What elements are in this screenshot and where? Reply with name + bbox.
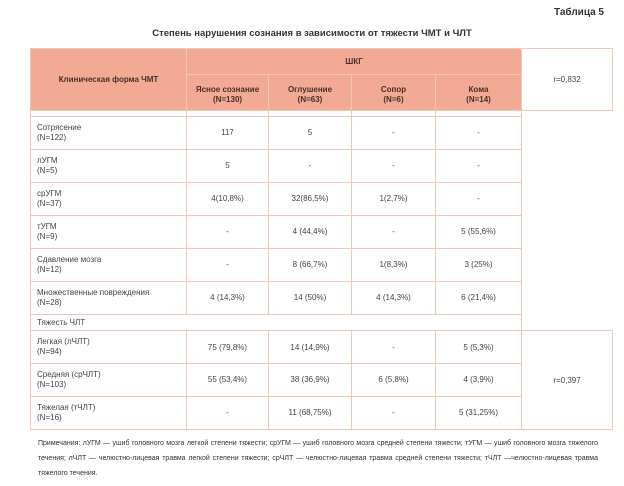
data-table bbox=[30, 48, 612, 430]
table-row bbox=[31, 182, 613, 215]
table-cell: - bbox=[352, 117, 436, 150]
header-col-coma: Кома (N=14) bbox=[436, 75, 522, 111]
table-cell: - bbox=[352, 396, 436, 429]
table-cell: 4 (14,3%) bbox=[352, 281, 436, 314]
table-number: Таблица 5 bbox=[553, 7, 604, 18]
table-cell: 1(2,7%) bbox=[352, 182, 436, 215]
table-cell: 5 bbox=[269, 117, 352, 150]
row-label: лУГМ (N=5) bbox=[31, 149, 187, 182]
table-cell: - bbox=[187, 215, 269, 248]
row-label: Тяжелая (тЧЛТ) (N=16) bbox=[31, 396, 187, 429]
table-cell: 8 (66,7%) bbox=[269, 248, 352, 281]
row-label: Множественные повреждения (N=28) bbox=[31, 281, 187, 314]
table-cell: - bbox=[436, 149, 522, 182]
table-cell: 14 (50%) bbox=[269, 281, 352, 314]
table-row bbox=[31, 248, 613, 281]
table-cell: 38 (36,9%) bbox=[269, 364, 352, 397]
r-value-group1: r=0,832 bbox=[522, 49, 613, 111]
table-cell: 5 (55,6%) bbox=[436, 215, 522, 248]
header-col-clear-consciousness: Ясное сознание (N=130) bbox=[187, 75, 269, 111]
table-cell: 5 (5,3%) bbox=[436, 331, 522, 364]
header-col-sopor: Сопор (N=6) bbox=[352, 75, 436, 111]
table-cell: 6 (5,8%) bbox=[352, 364, 436, 397]
row-label: тУГМ (N=9) bbox=[31, 215, 187, 248]
table-cell: 6 (21,4%) bbox=[436, 281, 522, 314]
table-cell: - bbox=[436, 117, 522, 150]
r-value-group2: r=0,397 bbox=[522, 331, 613, 430]
table-cell: - bbox=[352, 331, 436, 364]
table-row bbox=[31, 149, 613, 182]
table-row bbox=[31, 281, 613, 314]
table-cell: 4 (3,9%) bbox=[436, 364, 522, 397]
section-label: Тяжесть ЧЛТ bbox=[31, 314, 522, 330]
table-cell: 5 (31,25%) bbox=[436, 396, 522, 429]
table-cell: 14 (14,9%) bbox=[269, 331, 352, 364]
table-cell: 117 bbox=[187, 117, 269, 150]
row-label: Сотрясение (N=122) bbox=[31, 117, 187, 150]
table-cell: 55 (53,4%) bbox=[187, 364, 269, 397]
header-shkg: ШКГ bbox=[187, 49, 522, 75]
table-row bbox=[31, 215, 613, 248]
table-cell: 32(86,5%) bbox=[269, 182, 352, 215]
table-row bbox=[31, 117, 613, 150]
table-cell: 4 (44,4%) bbox=[269, 215, 352, 248]
table-cell: 4 (14,3%) bbox=[187, 281, 269, 314]
row-label: Средняя (срЧЛТ) (N=103) bbox=[31, 364, 187, 397]
table-cell: 11 (68,75%) bbox=[269, 396, 352, 429]
table-cell: - bbox=[352, 149, 436, 182]
section-row bbox=[31, 314, 613, 330]
table-cell: - bbox=[436, 182, 522, 215]
row-label: Сдавление мозга (N=12) bbox=[31, 248, 187, 281]
row-label: Легкая (лЧЛТ) (N=94) bbox=[31, 331, 187, 364]
header-col-stunning: Оглушение (N=63) bbox=[269, 75, 352, 111]
table-cell: 5 bbox=[187, 149, 269, 182]
table-title: Степень нарушения сознания в зависимости от тяжести ЧМТ и ЧЛТ bbox=[152, 28, 472, 39]
table-cell: 75 (79,8%) bbox=[187, 331, 269, 364]
table-notes: Примечания: лУГМ — ушиб головного мозга легкой степени тяжести; срУГМ — ушиб головного мозга средней степени тяжести; тУГМ — ушиб головного мозга тяжелого течения; лЧЛТ — челюстно-лицевая травма легкой степени тяжести; срЧЛТ — челюстно-лицевая травма средней степени тяжести; тЧЛТ —челюстно-лицевая травма тяжелого течения. bbox=[38, 440, 598, 477]
table-cell: 4(10,8%) bbox=[187, 182, 269, 215]
table-cell: - bbox=[187, 396, 269, 429]
header-clinical-form: Клиническая форма ЧМТ bbox=[31, 49, 187, 111]
table-cell: - bbox=[352, 215, 436, 248]
table-cell: - bbox=[187, 248, 269, 281]
table-cell: 3 (25%) bbox=[436, 248, 522, 281]
table-cell: - bbox=[269, 149, 352, 182]
table-cell: 1(8,3%) bbox=[352, 248, 436, 281]
row-label: срУГМ (N=37) bbox=[31, 182, 187, 215]
table-row bbox=[31, 331, 613, 364]
